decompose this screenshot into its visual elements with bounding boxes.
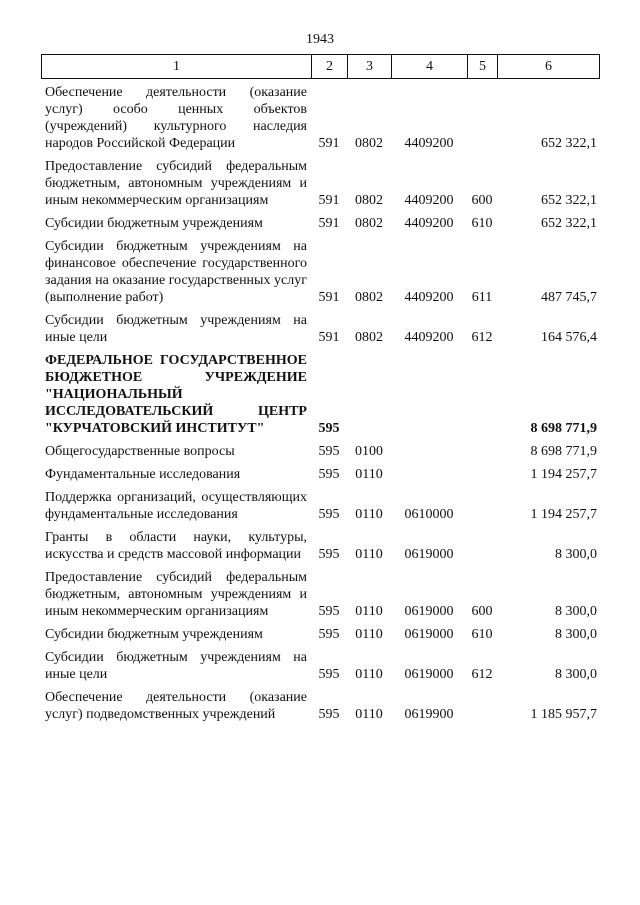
- header-col-6: 6: [498, 55, 600, 79]
- table-row: [41, 443, 599, 460]
- row-name: Поддержка организаций, осуществляющих фундаментальные исследования: [45, 490, 307, 522]
- row-code-expense-type: [467, 466, 497, 483]
- row-code-ministry: 591: [318, 290, 340, 305]
- row-code-target: 4409200: [404, 216, 454, 231]
- row-code-expense-type: [467, 84, 497, 152]
- row-amount: 1 194 257,7: [530, 467, 597, 482]
- row-code-target: 4409200: [404, 330, 454, 345]
- row-name: Предоставление субсидий федеральным бюджетным, автономным учреждениям и иным некоммерческим организациям: [45, 159, 307, 208]
- header-col-4: 4: [392, 55, 468, 79]
- row-name: Субсидии бюджетным учреждениям на иные цели: [45, 313, 307, 345]
- row-code-target: 4409200: [404, 193, 454, 208]
- row-code-section: 0110: [355, 467, 383, 482]
- row-amount: 8 300,0: [555, 604, 597, 619]
- row-code-ministry: 595: [318, 627, 340, 642]
- table-row: [41, 689, 599, 723]
- table-row: [41, 569, 599, 620]
- row-amount: 8 300,0: [555, 547, 597, 562]
- row-name: Субсидии бюджетным учреждениям на иные цели: [45, 650, 307, 682]
- table-row: [41, 529, 599, 563]
- row-code-section: 0110: [355, 707, 383, 722]
- row-code-expense-type: [467, 689, 497, 723]
- row-code-target: 0619000: [404, 667, 454, 682]
- row-code-section: 0100: [355, 444, 383, 459]
- row-code-expense-type: 600: [471, 193, 493, 208]
- row-code-ministry: 595: [318, 604, 340, 619]
- row-code-expense-type: 612: [471, 667, 493, 682]
- row-code-ministry: 595: [318, 667, 340, 682]
- row-code-ministry: 595: [318, 707, 340, 722]
- row-amount: 652 322,1: [541, 216, 597, 231]
- row-code-section: 0110: [355, 547, 383, 562]
- header-col-2: 2: [312, 55, 348, 79]
- row-amount: 8 698 771,9: [530, 421, 597, 436]
- row-code-section: 0110: [355, 604, 383, 619]
- row-code-target: 0610000: [404, 507, 454, 522]
- row-code-target: 0619900: [404, 707, 454, 722]
- row-code-target: [391, 443, 467, 460]
- table-row: [41, 489, 599, 523]
- budget-table-body: [41, 84, 599, 723]
- row-code-target: 0619000: [404, 627, 454, 642]
- row-name: Субсидии бюджетным учреждениям на финансовое обеспечение государственного задания на оказание государственных услуг (выполнение работ): [45, 239, 307, 305]
- row-code-section: 0110: [355, 627, 383, 642]
- row-amount: 8 698 771,9: [530, 444, 597, 459]
- row-code-ministry: 595: [318, 507, 340, 522]
- row-name: Обеспечение деятельности (оказание услуг) подведомственных учреждений: [45, 690, 307, 722]
- row-code-section: 0110: [355, 507, 383, 522]
- row-name: Фундаментальные исследования: [45, 467, 241, 482]
- row-name: Предоставление субсидий федеральным бюджетным, автономным учреждениям и иным некоммерческим организациям: [45, 570, 307, 619]
- budget-table: [41, 84, 599, 723]
- row-code-ministry: 595: [318, 444, 340, 459]
- row-code-expense-type: [467, 529, 497, 563]
- row-code-ministry: 595: [318, 547, 340, 562]
- row-name: ФЕДЕРАЛЬНОЕ ГОСУДАРСТВЕННОЕ БЮДЖЕТНОЕ УЧРЕЖДЕНИЕ "НАЦИОНАЛЬНЫЙ ИССЛЕДОВАТЕЛЬСКИЙ ЦЕНТР "КУРЧАТОВСКИЙ ИНСТИТУТ": [45, 353, 307, 436]
- row-name: Гранты в области науки, культуры, искусства и средств массовой информации: [45, 530, 307, 562]
- row-code-expense-type: [467, 352, 497, 437]
- row-code-target: [391, 352, 467, 437]
- row-code-expense-type: [467, 489, 497, 523]
- table-row: [41, 626, 599, 643]
- row-code-section: [347, 352, 391, 437]
- table-row: [41, 215, 599, 232]
- row-code-section: 0802: [355, 193, 383, 208]
- row-code-target: 4409200: [404, 290, 454, 305]
- row-name: Обеспечение деятельности (оказание услуг) особо ценных объектов (учреждений) культурного наследия народов Российской Федерации: [45, 85, 307, 151]
- row-code-section: 0110: [355, 667, 383, 682]
- row-code-target: 0619000: [404, 604, 454, 619]
- row-code-ministry: 591: [318, 136, 340, 151]
- row-code-section: 0802: [355, 216, 383, 231]
- row-code-ministry: 595: [318, 467, 340, 482]
- row-code-ministry: 591: [318, 216, 340, 231]
- row-name: Субсидии бюджетным учреждениям: [45, 216, 263, 231]
- row-code-target: 0619000: [404, 547, 454, 562]
- row-amount: 164 576,4: [541, 330, 597, 345]
- row-code-target: 4409200: [404, 136, 454, 151]
- page-number: 1943: [306, 32, 334, 47]
- row-amount: 652 322,1: [541, 193, 597, 208]
- row-amount: 652 322,1: [541, 136, 597, 151]
- row-name: Субсидии бюджетным учреждениям: [45, 627, 263, 642]
- row-code-expense-type: 612: [471, 330, 493, 345]
- table-row: [41, 312, 599, 346]
- header-col-1: 1: [42, 55, 312, 79]
- header-col-3: 3: [348, 55, 392, 79]
- table-row: [41, 84, 599, 152]
- row-code-expense-type: 600: [471, 604, 493, 619]
- table-row: [41, 352, 599, 437]
- row-code-expense-type: [467, 443, 497, 460]
- row-amount: 1 194 257,7: [530, 507, 597, 522]
- table-row: [41, 466, 599, 483]
- row-amount: 487 745,7: [541, 290, 597, 305]
- row-code-section: 0802: [355, 136, 383, 151]
- row-code-expense-type: 610: [471, 627, 493, 642]
- header-col-5: 5: [468, 55, 498, 79]
- row-amount: 8 300,0: [555, 627, 597, 642]
- row-code-ministry: 591: [318, 330, 340, 345]
- row-code-section: 0802: [355, 290, 383, 305]
- row-code-target: [391, 466, 467, 483]
- row-amount: 1 185 957,7: [530, 707, 597, 722]
- row-code-expense-type: 610: [471, 216, 493, 231]
- header-row: [42, 55, 600, 79]
- row-code-section: 0802: [355, 330, 383, 345]
- row-amount: 8 300,0: [555, 667, 597, 682]
- row-code-ministry: 595: [318, 421, 340, 436]
- row-code-expense-type: 611: [471, 290, 493, 305]
- table-row: [41, 649, 599, 683]
- table-header: [41, 54, 600, 79]
- row-name: Общегосударственные вопросы: [45, 444, 235, 459]
- table-row: [41, 238, 599, 306]
- table-row: [41, 158, 599, 209]
- row-code-ministry: 591: [318, 193, 340, 208]
